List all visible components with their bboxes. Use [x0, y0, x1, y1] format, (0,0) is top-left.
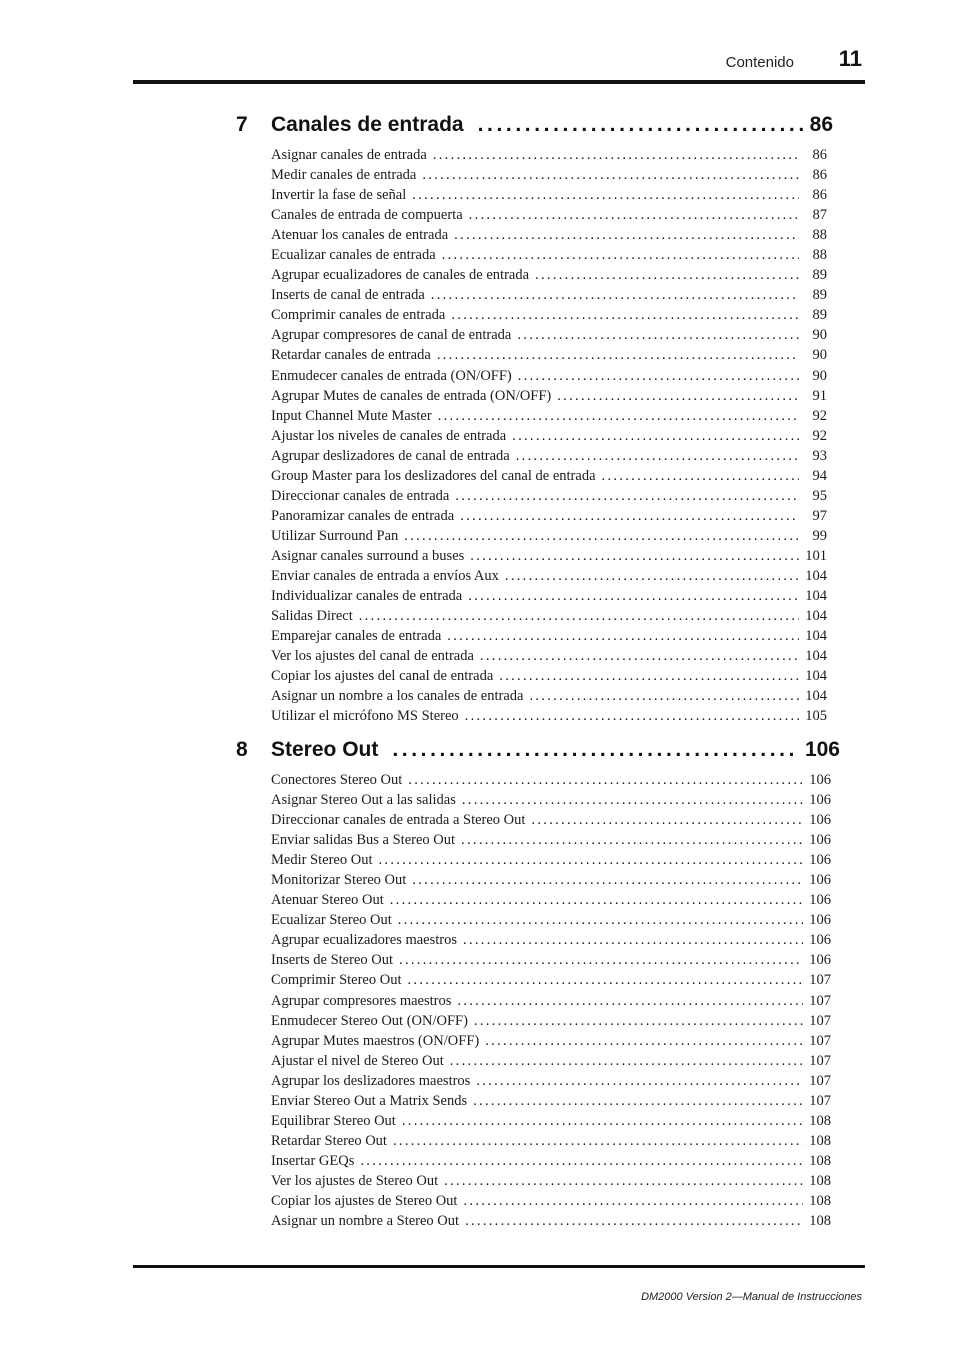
toc-entry[interactable]: [271, 325, 827, 345]
entry-title: Agrupar ecualizadores maestros: [271, 932, 458, 949]
entry-page: 86: [812, 147, 827, 163]
toc-entry[interactable]: [271, 506, 827, 526]
entry-page: 89: [812, 307, 827, 324]
entry-page: 106: [809, 832, 831, 849]
entry-title: Invertir la fase de señal: [271, 187, 407, 204]
entry-page: 88: [812, 227, 827, 244]
entry-page: 90: [812, 327, 827, 344]
entry-page: 108: [809, 1172, 831, 1189]
toc-entry[interactable]: [271, 606, 827, 626]
entry-title: Insertar GEQs: [271, 1152, 355, 1169]
entry-page: 101: [805, 547, 827, 564]
toc-entry[interactable]: [271, 666, 827, 686]
toc-entry[interactable]: [271, 406, 827, 426]
entry-page: 106: [809, 812, 831, 829]
entry-title: Atenuar Stereo Out: [271, 892, 384, 909]
leader-dots: [469, 205, 799, 225]
leader-dots: [412, 870, 803, 890]
toc-entry[interactable]: [271, 1111, 831, 1131]
toc-chapter-8: [236, 738, 840, 1231]
leader-dots: [474, 1011, 803, 1031]
entry-title: Agrupar Mutes de canales de entrada (ON/OFF): [271, 387, 552, 404]
leader-dots: [422, 165, 799, 185]
entry-page: 107: [809, 1072, 831, 1089]
entry-page: 104: [805, 628, 827, 645]
toc-entry[interactable]: [271, 1211, 831, 1231]
entry-title: Salidas Direct: [271, 608, 353, 625]
entry-page: 106: [809, 952, 831, 969]
toc-entry[interactable]: [271, 305, 827, 325]
entry-page: 108: [809, 1152, 831, 1169]
leader-dots: [454, 225, 799, 245]
entry-title: Ajustar el nivel de Stereo Out: [271, 1052, 444, 1069]
toc-entry[interactable]: [271, 566, 827, 586]
entry-page: 104: [805, 688, 827, 705]
entry-page: 90: [812, 367, 827, 384]
entry-title: Asignar canales de entrada: [271, 147, 427, 163]
footer-text: DM2000 Version 2—Manual de Instrucciones: [641, 1291, 862, 1303]
leader-dots: [398, 910, 803, 930]
entry-page: 106: [809, 912, 831, 929]
toc-entry[interactable]: [271, 646, 827, 666]
toc-entry[interactable]: [271, 790, 831, 810]
toc-entry[interactable]: [271, 366, 827, 386]
toc-entry[interactable]: [271, 1031, 831, 1051]
toc-entry[interactable]: [271, 546, 827, 566]
toc-entry[interactable]: [271, 1011, 831, 1031]
leader-dots: [468, 586, 799, 606]
toc-entry[interactable]: [271, 810, 831, 830]
entry-title: Asignar un nombre a los canales de entrada: [271, 688, 524, 705]
toc-entry[interactable]: [271, 165, 827, 185]
toc-entry[interactable]: [271, 586, 827, 606]
toc-entry[interactable]: [271, 285, 827, 305]
leader-dots: [463, 930, 803, 950]
leader-dots: [557, 386, 799, 406]
chapter-title: Canales de entrada: [271, 113, 464, 136]
toc-entry[interactable]: [271, 970, 831, 990]
entry-page: 104: [805, 608, 827, 625]
entry-title: Input Channel Mute Master: [271, 407, 432, 424]
leader-dots: [516, 446, 799, 466]
leader-dots: [535, 265, 799, 285]
entry-title: Emparejar canales de entrada: [271, 628, 442, 645]
toc-entry[interactable]: [271, 910, 831, 930]
entry-page: 88: [812, 247, 827, 264]
entry-page: 106: [809, 892, 831, 909]
toc-entry[interactable]: [271, 446, 827, 466]
entry-page: 95: [812, 487, 827, 504]
leader-dots: [460, 506, 799, 526]
toc-entry[interactable]: [271, 870, 831, 890]
toc-entry[interactable]: [271, 1071, 831, 1091]
entry-title: Ecualizar canales de entrada: [271, 247, 436, 264]
leader-dots: [480, 646, 799, 666]
toc-entry[interactable]: [271, 245, 827, 265]
page-number: 11: [838, 46, 862, 71]
toc-chapter-7: [236, 113, 833, 726]
entry-page: 104: [805, 567, 827, 584]
leader-dots: [463, 1191, 803, 1211]
leader-dots: [465, 1211, 803, 1231]
entry-title: Agrupar Mutes maestros (ON/OFF): [271, 1032, 480, 1049]
leader-dots: [408, 770, 803, 790]
entry-page: 106: [809, 932, 831, 949]
entry-title: Ecualizar Stereo Out: [271, 912, 392, 929]
entry-page: 86: [812, 187, 827, 204]
leader-dots: [465, 706, 799, 726]
entry-page: 90: [812, 347, 827, 364]
entry-title: Direccionar canales de entrada a Stereo Out: [271, 812, 526, 829]
toc-entry[interactable]: [271, 830, 831, 850]
entry-title: Agrupar compresores maestros: [271, 992, 452, 1009]
entry-title: Atenuar los canales de entrada: [271, 227, 449, 244]
toc-entry[interactable]: [271, 386, 827, 406]
entry-title: Equilibrar Stereo Out: [271, 1112, 396, 1129]
toc-entry[interactable]: [271, 890, 831, 910]
entry-page: 93: [812, 447, 827, 464]
toc-entry[interactable]: [271, 426, 827, 446]
leader-dots: [451, 305, 799, 325]
entry-title: Enviar salidas Bus a Stereo Out: [271, 832, 456, 849]
entry-page: 104: [805, 668, 827, 685]
entry-title: Asignar canales surround a buses: [271, 547, 465, 564]
entry-title: Medir Stereo Out: [271, 852, 373, 869]
toc-entry[interactable]: [271, 1051, 831, 1071]
entry-title: Asignar un nombre a Stereo Out: [271, 1213, 460, 1230]
entry-title: Agrupar deslizadores de canal de entrada: [271, 447, 510, 464]
entry-page: 106: [809, 792, 831, 809]
leader-dots: [404, 526, 799, 546]
entry-page: 92: [812, 427, 827, 444]
leader-dots: [359, 606, 799, 626]
toc-entry[interactable]: [271, 1091, 831, 1111]
footer-rule: [133, 1265, 865, 1268]
leader-dots: [485, 1031, 803, 1051]
toc-entry[interactable]: [271, 1131, 831, 1151]
entry-title: Copiar los ajustes del canal de entrada: [271, 668, 494, 685]
entry-title: Utilizar el micrófono MS Stereo: [271, 708, 459, 725]
leader-dots: [473, 1091, 803, 1111]
toc-entry[interactable]: [271, 185, 827, 205]
entry-page: 104: [805, 588, 827, 605]
entry-title: Ver los ajustes del canal de entrada: [271, 648, 474, 665]
leader-dots: [529, 686, 799, 706]
toc-entry[interactable]: [271, 526, 827, 546]
toc-entry[interactable]: [271, 1191, 831, 1211]
entry-page: 107: [809, 1032, 831, 1049]
entry-title: Copiar los ajustes de Stereo Out: [271, 1192, 458, 1209]
leader-dots: [470, 546, 799, 566]
entry-title: Enmudecer Stereo Out (ON/OFF): [271, 1012, 468, 1029]
toc-entry[interactable]: [271, 345, 827, 365]
toc-entry[interactable]: [271, 686, 827, 706]
entry-title: Inserts de Stereo Out: [271, 952, 394, 969]
leader-dots: [450, 1051, 803, 1071]
entry-title: Asignar Stereo Out a las salidas: [271, 792, 456, 809]
toc-entry[interactable]: [271, 770, 831, 790]
entry-title: Ajustar los niveles de canales de entrada: [271, 427, 507, 444]
entry-title: Individualizar canales de entrada: [271, 588, 463, 605]
chapter-heading: [236, 738, 840, 770]
leader-dots: [408, 970, 804, 990]
leader-dots: [399, 950, 803, 970]
toc-entry[interactable]: [271, 466, 827, 486]
entry-page: 97: [812, 507, 827, 524]
toc-entry[interactable]: [271, 706, 827, 726]
toc-entry[interactable]: [271, 145, 827, 165]
entry-list: [271, 770, 831, 1231]
leader-dots: [392, 738, 799, 762]
entry-title: Conectores Stereo Out: [271, 772, 403, 788]
entry-page: 107: [809, 972, 831, 989]
entry-page: 104: [805, 648, 827, 665]
leader-dots: [437, 345, 799, 365]
toc-entry[interactable]: [271, 930, 831, 950]
entry-title: Utilizar Surround Pan: [271, 527, 399, 544]
chapter-number: 7: [236, 113, 248, 136]
entry-page: 108: [809, 1213, 831, 1230]
leader-dots: [518, 366, 799, 386]
toc-entry[interactable]: [271, 991, 831, 1011]
entry-page: 106: [809, 852, 831, 869]
toc-entry[interactable]: [271, 205, 827, 225]
entry-page: 107: [809, 1092, 831, 1109]
leader-dots: [531, 810, 803, 830]
entry-page: 107: [809, 992, 831, 1009]
leader-dots: [402, 1111, 803, 1131]
entry-list: [271, 145, 827, 726]
entry-page: 92: [812, 407, 827, 424]
leader-dots: [412, 185, 799, 205]
entry-title: Enviar canales de entrada a envíos Aux: [271, 567, 499, 584]
toc-entry[interactable]: [271, 265, 827, 285]
leader-dots: [478, 113, 804, 137]
leader-dots: [438, 406, 799, 426]
leader-dots: [433, 145, 799, 165]
toc-entry[interactable]: [271, 626, 827, 646]
entry-page: 106: [809, 772, 831, 788]
leader-dots: [378, 850, 803, 870]
entry-page: 87: [812, 207, 827, 224]
entry-title: Retardar Stereo Out: [271, 1132, 387, 1149]
leader-dots: [512, 426, 799, 446]
leader-dots: [390, 890, 803, 910]
toc-entry[interactable]: [271, 225, 827, 245]
leader-dots: [462, 790, 803, 810]
entry-title: Ver los ajustes de Stereo Out: [271, 1172, 439, 1189]
chapter-heading: [236, 113, 833, 145]
entry-page: 108: [809, 1112, 831, 1129]
toc-entry[interactable]: [271, 850, 831, 870]
entry-page: 89: [812, 287, 827, 304]
leader-dots: [505, 566, 799, 586]
entry-page: 107: [809, 1052, 831, 1069]
entry-page: 99: [812, 527, 827, 544]
entry-title: Canales de entrada de compuerta: [271, 207, 463, 224]
leader-dots: [499, 666, 799, 686]
entry-title: Enviar Stereo Out a Matrix Sends: [271, 1092, 468, 1109]
leader-dots: [442, 245, 799, 265]
header-rule: [133, 80, 865, 84]
entry-page: 89: [812, 267, 827, 284]
leader-dots: [455, 486, 799, 506]
chapter-page: 106: [804, 738, 840, 761]
entry-page: 107: [809, 1012, 831, 1029]
entry-title: Comprimir canales de entrada: [271, 307, 446, 324]
chapter-title: Stereo Out: [271, 738, 379, 761]
toc-entry[interactable]: [271, 1151, 831, 1171]
chapter-page: 86: [809, 113, 833, 136]
leader-dots: [444, 1171, 803, 1191]
toc-entry[interactable]: [271, 1171, 831, 1191]
entry-page: 108: [809, 1132, 831, 1149]
leader-dots: [431, 285, 799, 305]
entry-page: 86: [812, 167, 827, 184]
entry-title: Enmudecer canales de entrada (ON/OFF): [271, 367, 512, 384]
running-header-label: Contenido: [725, 54, 794, 71]
entry-title: Retardar canales de entrada: [271, 347, 431, 364]
entry-title: Monitorizar Stereo Out: [271, 872, 407, 889]
entry-page: 94: [812, 467, 827, 484]
leader-dots: [393, 1131, 803, 1151]
leader-dots: [476, 1071, 803, 1091]
entry-title: Agrupar ecualizadores de canales de entrada: [271, 267, 530, 284]
entry-title: Panoramizar canales de entrada: [271, 507, 455, 524]
toc-entry[interactable]: [271, 486, 827, 506]
entry-title: Agrupar compresores de canal de entrada: [271, 327, 512, 344]
entry-title: Comprimir Stereo Out: [271, 972, 402, 989]
leader-dots: [461, 830, 803, 850]
entry-page: 91: [812, 387, 827, 404]
leader-dots: [457, 991, 803, 1011]
leader-dots: [360, 1151, 803, 1171]
entry-title: Medir canales de entrada: [271, 167, 417, 184]
entry-page: 105: [805, 708, 827, 725]
chapter-number: 8: [236, 738, 248, 761]
leader-dots: [447, 626, 799, 646]
leader-dots: [602, 466, 799, 486]
leader-dots: [517, 325, 799, 345]
entry-page: 106: [809, 872, 831, 889]
entry-title: Group Master para los deslizadores del canal de entrada: [271, 467, 596, 484]
entry-page: 108: [809, 1192, 831, 1209]
toc-entry[interactable]: [271, 950, 831, 970]
entry-title: Inserts de canal de entrada: [271, 287, 425, 304]
entry-title: Agrupar los deslizadores maestros: [271, 1072, 471, 1089]
entry-title: Direccionar canales de entrada: [271, 487, 450, 504]
